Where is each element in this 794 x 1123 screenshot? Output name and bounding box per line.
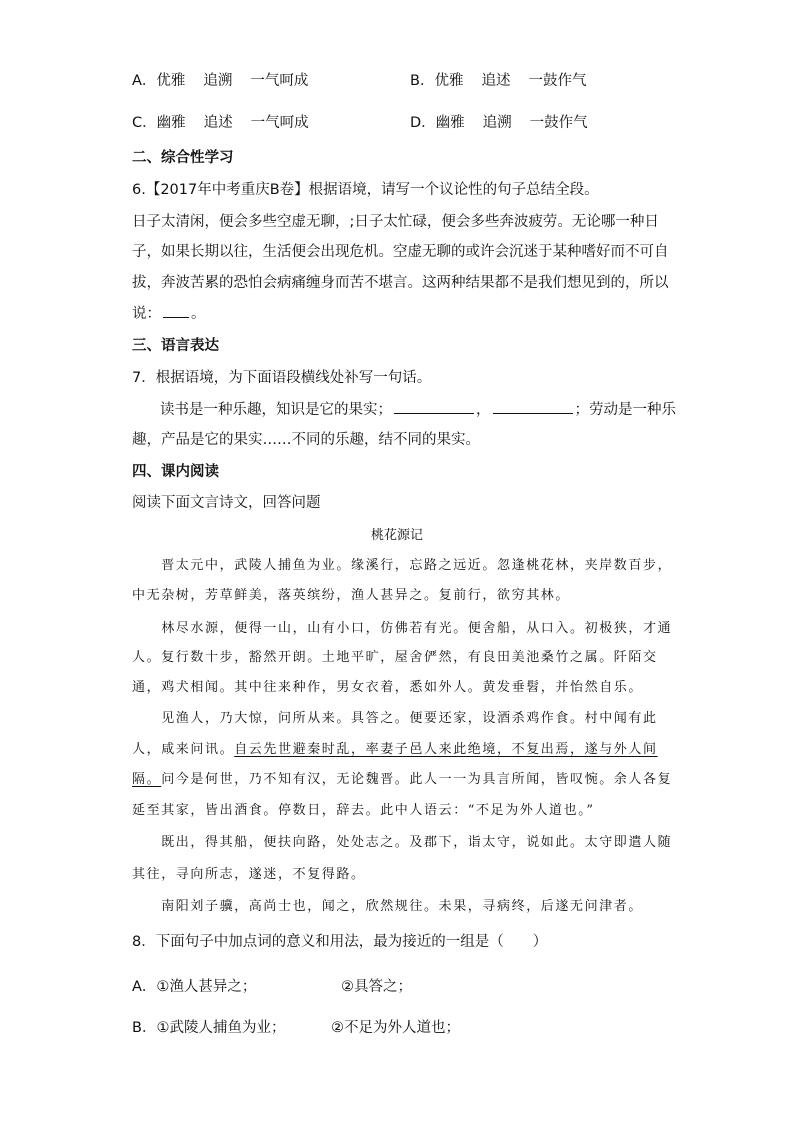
q6-answer-line [132,303,206,325]
passage-title: 桃花源记 [370,528,423,543]
passage-separator: ， [476,402,491,418]
passage-line: 林尽水源，便得一山，山有小口，仿佛若有光。便舍船，从口入。初极狭，才通 [132,621,673,636]
passage-line: 通，鸡犬相闻。其中往来种作，男女衣着，悉如外人。黄发垂髫，并怡然自乐。 [132,680,644,695]
passage-line: 南阳刘子骥，高尚士也，闻之，欣然规往。未果，寻病终，后遂无问津者。 [132,899,644,914]
q6-paragraph-line: 日子太清闲，便会多些空虚无聊，;日子太忙碌，便会多些奔波疲劳。无论哪一种日 [132,214,659,230]
q8-option-a-second: ②具答之； [341,979,412,995]
option-c[interactable] [132,112,309,134]
option-word-2: 追溯 [482,115,512,131]
reading-intro: 阅读下面文言诗文，回答问题 [132,495,321,511]
q8-option-a[interactable] [132,976,256,998]
option-sentence-1: ①渔人甚异之； [156,979,257,995]
question-7-stem: 7．根据语境，为下面语段横线处补写一句话。 [132,370,432,386]
q6-paragraph-line: 拔，奔波苦累的恐怕会病痛缠身而苦不堪言。这两种结果都不是我们想见到的，所以 [132,275,669,291]
passage-line: 既出，得其船，便扶向路，处处志之。及郡下，诣太守，说如此。太守即遣人随 [132,835,673,850]
section-heading-4: 四、课内阅读 [132,464,219,480]
question-8-stem: 8．下面句子中加点词的意义和用法，最为接近的一组是（ ） [132,934,548,950]
passage-line: 见渔人，乃大惊，问所从来。具答之。便要还家，设酒杀鸡作食。村中闻有此 [132,711,658,726]
answer-blank[interactable] [163,303,189,318]
answer-suffix: 。 [191,306,206,322]
option-letter: C． [132,115,157,131]
option-word-2: 追溯 [203,73,233,89]
option-word-3: 一气呵成 [250,115,309,131]
passage-line: 晋太元中，武陵人捕鱼为业。缘溪行，忘路之远近。忽逢桃花林，夹岸数百步， [132,558,673,573]
passage-line [132,740,658,760]
section-heading-2: 二、综合性学习 [132,150,234,166]
q8-option-b[interactable] [132,1017,285,1039]
q6-paragraph-line: 子，如果长期以往，生活便会出现危机。空虚无聊的或许会沉迷于某种嗜好而不可自 [132,244,669,260]
passage-text: 人，咸来问讯。 [132,742,235,757]
option-word-3: 一鼓作气 [528,73,587,89]
passage-line: 中无杂树，芳草鲜美，落英缤纷，渔人甚异之。复前行，欲穷其林。 [132,588,571,603]
passage-text: 问今是何世，乃不知有汉，无论魏晋。此人一一为具言所闻，皆叹惋。余人各复 [161,772,673,787]
underlined-sentence: 隔。 [132,772,162,787]
section-heading-3: 三、语言表达 [132,338,219,354]
option-letter: B． [410,73,435,89]
underlined-sentence: 自云先世避秦时乱，率妻子邑人来此绝境，不复出焉，遂与外人间 [234,742,658,757]
answer-prefix: 说： [132,306,161,322]
option-word-1: 优雅 [156,73,186,89]
option-word-1: 幽雅 [156,115,186,131]
q8-option-b-second: ②不足为外人道也； [331,1020,460,1036]
option-b[interactable] [410,70,586,92]
q7-passage-line [160,399,676,421]
option-word-2: 追述 [203,115,233,131]
q7-passage-line: 趣，产品是它的果实……不同的乐趣，结不同的果实。 [132,432,480,448]
option-letter: A． [132,979,157,995]
passage-text: ；劳动是一种乐 [574,402,676,418]
answer-blank-1[interactable] [394,399,474,414]
passage-text: 读书是一种乐趣，知识是它的果实； [160,402,392,418]
passage-line: 延至其家，皆出酒食。停数日，辞去。此中人语云：“不足为外人道也。” [132,803,595,818]
option-word-1: 幽雅 [435,115,465,131]
option-letter: B． [132,1020,157,1036]
question-6-stem: 6.【2017年中考重庆B卷】根据语境，请写一个议论性的句子总结全段。 [132,182,599,198]
option-letter: D． [410,115,436,131]
answer-blank-2[interactable] [493,399,573,414]
option-sentence-1: ①武陵人捕鱼为业； [156,1020,286,1036]
option-word-2: 追述 [481,73,511,89]
option-word-1: 优雅 [434,73,464,89]
option-d[interactable] [410,112,588,134]
option-a[interactable] [132,70,308,92]
option-word-3: 一鼓作气 [529,115,588,131]
passage-line: 人。复行数十步，豁然开朗。土地平旷，屋舍俨然，有良田美池桑竹之属。阡陌交 [132,650,658,665]
passage-line [132,770,672,790]
option-word-3: 一气呵成 [250,73,309,89]
option-letter: A． [132,73,157,89]
passage-line: 其往，寻向所志，遂迷，不复得路。 [132,867,366,882]
